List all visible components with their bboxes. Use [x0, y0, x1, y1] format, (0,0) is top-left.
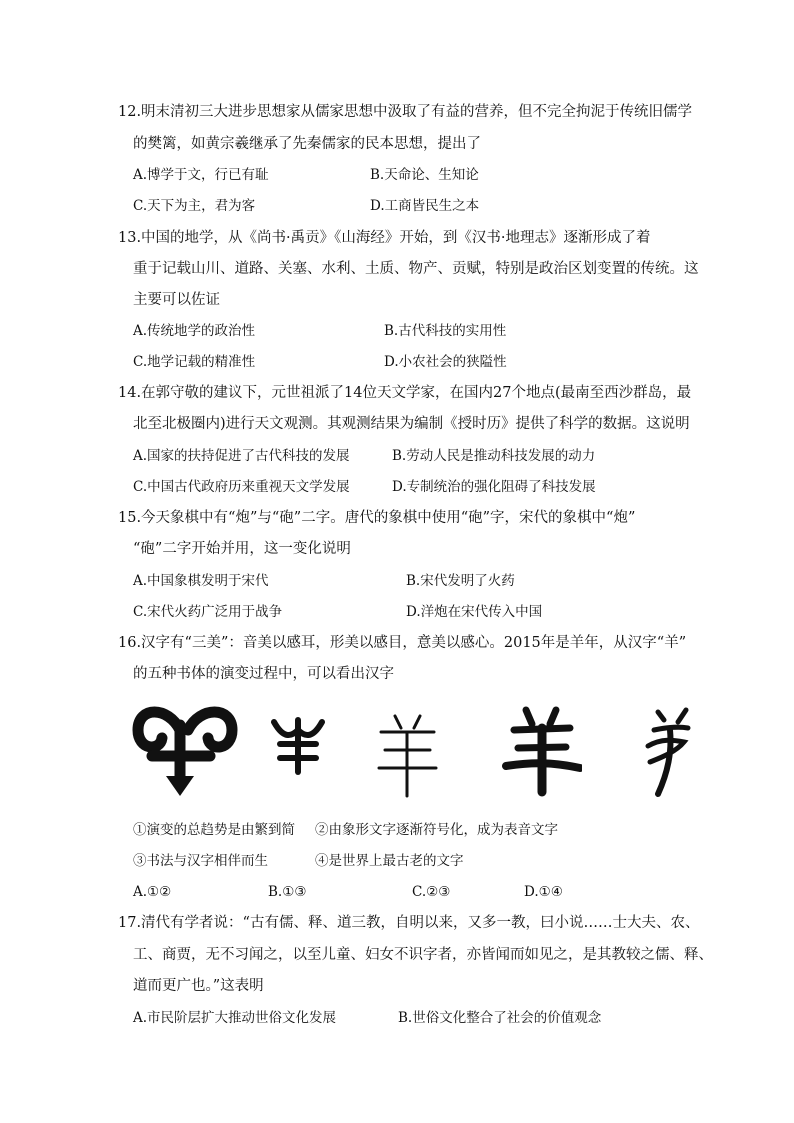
- q17-stem-line-2: 工、商贾，无不习闻之，以至儿童、妇女不识字者，亦皆闻而如见之，是其教较之儒、释、: [133, 947, 713, 963]
- q17-stem-line-1: 17.清代有学者说：“古有儒、释、道三教，自明以来，又多一教，曰小说……士大夫、农、: [118, 915, 700, 931]
- q16-option-d: D.①④: [524, 884, 563, 900]
- q15-stem-line-1: 15.今天象棋中有“炮”与“砲”二字。唐代的象棋中使用“砲”字，宋代的象棋中“炮”: [118, 510, 636, 526]
- q12-option-a: A.博学于文，行已有耻: [133, 167, 269, 183]
- jinwen-yang-icon: [268, 700, 328, 800]
- q15-option-b: B.宋代发明了火药: [406, 573, 515, 589]
- q16-stem-line-1: 16.汉字有“三美”：音美以感耳，形美以感目，意美以感心。2015年是羊年，从汉字“羊”: [118, 635, 687, 651]
- caoshu-yang-icon: [640, 700, 700, 800]
- q14-stem-line-1: 14.在郭守敬的建议下，元世祖派了14位天文学家，在国内27个地点(最南至西沙群岛，最: [118, 385, 692, 401]
- q14-stem-line-2: 北至北极圈内)进行天文观测。其观测结果为编制《授时历》提供了科学的数据。这说明: [133, 416, 690, 432]
- q14-option-a: A.国家的扶持促进了古代科技的发展: [133, 448, 350, 464]
- q14-option-b: B.劳动人民是推动科技发展的动力: [392, 448, 596, 464]
- q15-option-a: A.中国象棋发明于宋代: [133, 573, 269, 589]
- q13-stem-line-2: 重于记载山川、道路、关塞、水利、土质、物产、贡赋，特别是政治区划变置的传统。这: [133, 261, 699, 277]
- q13-stem-line-3: 主要可以佐证: [133, 292, 220, 308]
- q13-option-b: B.古代科技的实用性: [384, 323, 507, 339]
- q12-option-b: B.天命论、生知论: [370, 167, 479, 183]
- q13-option-a: A.传统地学的政治性: [133, 323, 256, 339]
- q16-option-a: A.①②: [133, 884, 172, 900]
- q14-option-d: D.专制统治的强化阻碍了科技发展: [392, 479, 596, 495]
- q13-option-d: D.小农社会的狭隘性: [384, 354, 507, 370]
- q13-stem-line-1: 13.中国的地学，从《尚书·禹贡》《山海经》开始，到《汉书·地理志》逐渐形成了着: [118, 230, 651, 246]
- q12-stem-line-2: 的樊篱，如黄宗羲继承了先秦儒家的民本思想，提出了: [133, 136, 481, 152]
- xiaozhuan-yang-icon: [375, 700, 440, 800]
- q15-stem-line-2: “砲”二字开始并用，这一变化说明: [133, 541, 351, 557]
- q12-stem-line-1: 12.明末清初三大进步思想家从儒家思想中汲取了有益的营养，但不完全拘泥于传统旧儒学: [118, 104, 693, 120]
- q16-statement-4: ④是世界上最古老的文字: [315, 853, 464, 869]
- lishu-yang-icon: [502, 700, 582, 800]
- q14-option-c: C.中国古代政府历来重视天文学发展: [133, 479, 350, 495]
- jiaguwen-yang-icon: [130, 700, 240, 800]
- q13-option-c: C.地学记载的精准性: [133, 354, 256, 370]
- q16-option-b: B.①③: [268, 884, 307, 900]
- q16-statement-1: ①演变的总趋势是由繁到简: [133, 822, 295, 838]
- q15-option-d: D.洋炮在宋代传入中国: [406, 604, 543, 620]
- q16-statement-2: ②由象形文字逐渐符号化，成为表音文字: [315, 822, 558, 838]
- q12-option-c: C.天下为主，君为客: [133, 198, 256, 214]
- q16-option-c: C.②③: [412, 884, 451, 900]
- q16-stem-line-2: 的五种书体的演变过程中，可以看出汉字: [133, 666, 394, 682]
- q15-option-c: C.宋代火药广泛用于战争: [133, 604, 283, 620]
- q12-option-d: D.工商皆民生之本: [370, 198, 480, 214]
- q17-stem-line-3: 道而更广也。”这表明: [133, 978, 264, 994]
- yang-evolution-figure: [130, 700, 700, 800]
- q16-statement-3: ③书法与汉字相伴而生: [133, 853, 268, 869]
- q17-option-a: A.市民阶层扩大推动世俗文化发展: [133, 1010, 337, 1026]
- q17-option-b: B.世俗文化整合了社会的价值观念: [398, 1010, 602, 1026]
